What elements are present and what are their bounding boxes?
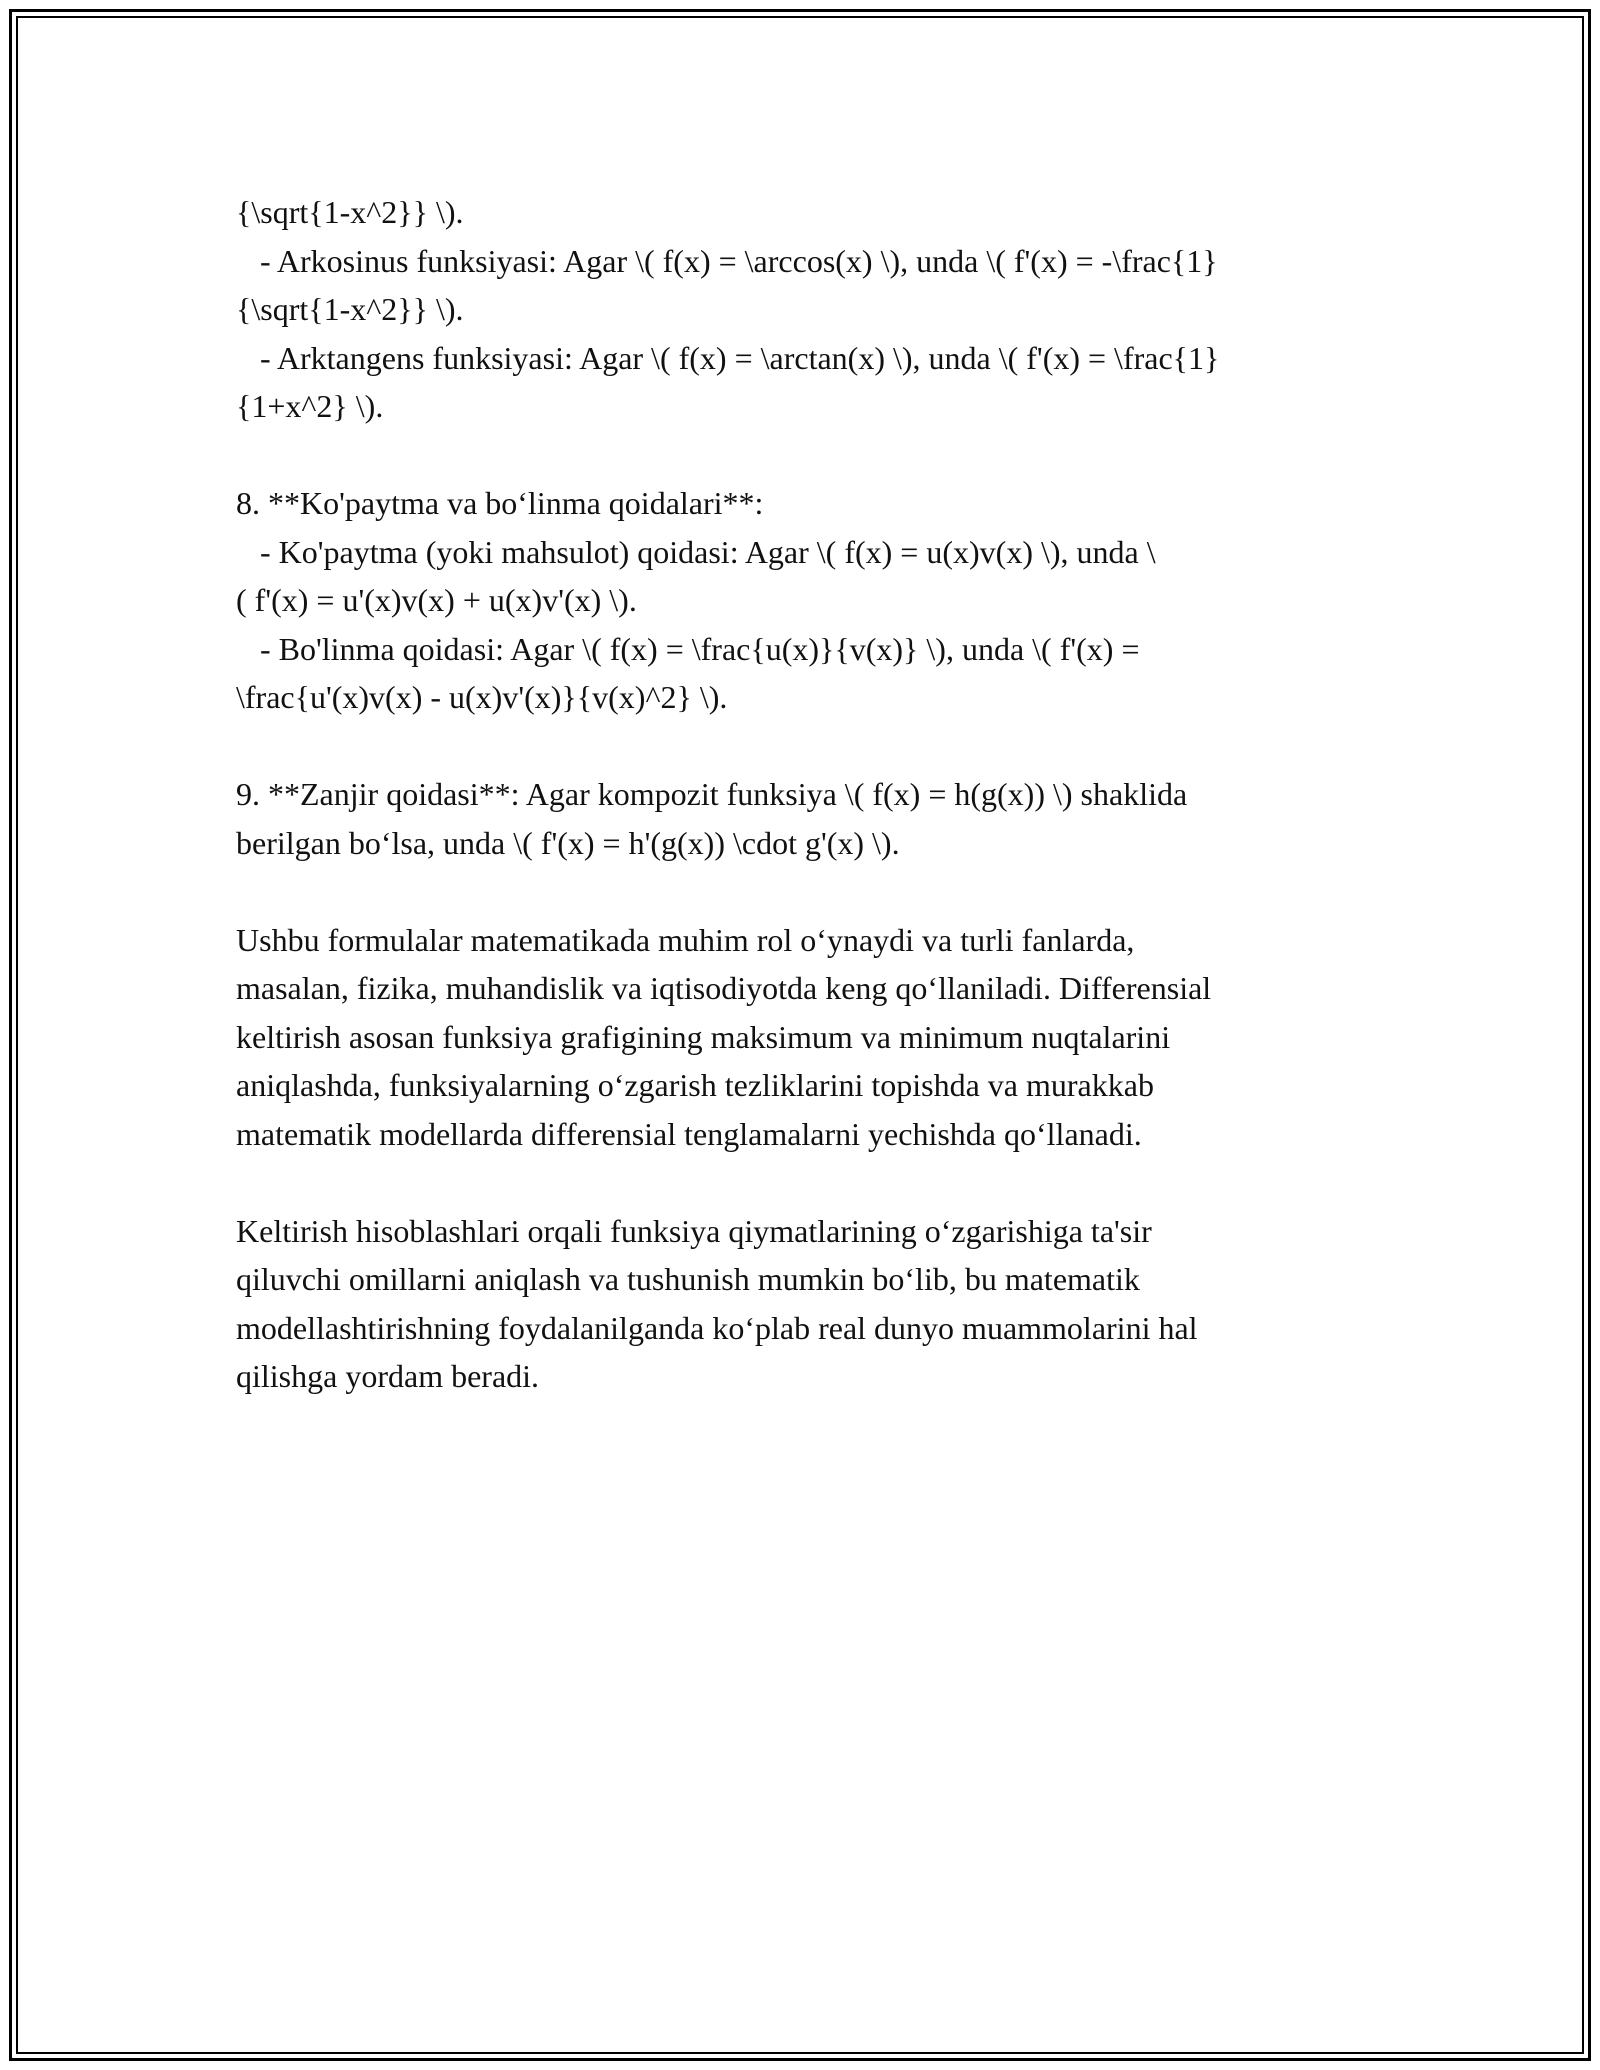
text-line: {\sqrt{1-x^2}} \).	[236, 291, 464, 327]
text-line: 8. **Ko'paytma va bo‘linma qoidalari**:	[236, 485, 764, 521]
text-line: - Arkosinus funksiyasi: Agar \( f(x) = \arccos(x) \), unda \( f'(x) = -\frac{1}	[236, 242, 1218, 279]
document-body	[236, 188, 1386, 1401]
paragraph-applications	[236, 916, 1386, 1159]
text-line: matematik modellarda differensial tenglamalarni yechishda qo‘llanadi.	[236, 1115, 1142, 1152]
text-line: masalan, fizika, muhandislik va iqtisodiyotda keng qo‘llaniladi. Differensial	[236, 970, 1212, 1006]
list-item-9-chain-rule	[236, 770, 1386, 867]
text-line: ( f'(x) = u'(x)v(x) + u(x)v'(x) \).	[236, 582, 637, 618]
paragraph-spacer	[236, 431, 1386, 480]
text-line: berilgan bo‘lsa, unda \( f'(x) = h'(g(x)) \cdot g'(x) \).	[236, 824, 900, 861]
text-line: {1+x^2} \).	[236, 388, 384, 424]
text-line: {\sqrt{1-x^2}} \).	[236, 194, 464, 230]
text-line: - Bo'linma qoidasi: Agar \( f(x) = \frac{u(x)}{v(x)} \), unda \( f'(x) =	[236, 630, 1140, 667]
paragraph-spacer	[236, 867, 1386, 916]
text-line: qiluvchi omillarni aniqlash va tushunish mumkin bo‘lib, bu matematik	[236, 1261, 1140, 1297]
text-line: - Ko'paytma (yoki mahsulot) qoidasi: Agar \( f(x) = u(x)v(x) \), unda \	[236, 533, 1156, 570]
text-line: aniqlashda, funksiyalarning o‘zgarish tezliklarini topishda va murakkab	[236, 1067, 1154, 1103]
text-line: modellashtirishning foydalanilganda ko‘plab real dunyo muammolarini hal	[236, 1309, 1198, 1346]
paragraph-spacer	[236, 1158, 1386, 1207]
text-line: 9. **Zanjir qoidasi**: Agar kompozit funksiya \( f(x) = h(g(x)) \) shaklida	[236, 776, 1188, 812]
list-item-8-product-quotient-rules	[236, 479, 1386, 722]
text-line: \frac{u'(x)v(x) - u(x)v'(x)}{v(x)^2} \).	[236, 679, 728, 715]
paragraph-conclusion	[236, 1207, 1386, 1401]
text-line: Keltirish hisoblashlari orqali funksiya qiymatlarining o‘zgarishiga ta'sir	[236, 1212, 1152, 1249]
text-line: - Arktangens funksiyasi: Agar \( f(x) = \arctan(x) \), unda \( f'(x) = \frac{1}	[236, 339, 1220, 376]
paragraph-spacer	[236, 722, 1386, 771]
text-line: keltirish asosan funksiya grafigining maksimum va minimum nuqtalarini	[236, 1018, 1171, 1055]
continued-derivative-list	[236, 188, 1386, 431]
text-line: Ushbu formulalar matematikada muhim rol o‘ynaydi va turli fanlarda,	[236, 921, 1135, 958]
text-line: qilishga yordam beradi.	[236, 1358, 540, 1394]
